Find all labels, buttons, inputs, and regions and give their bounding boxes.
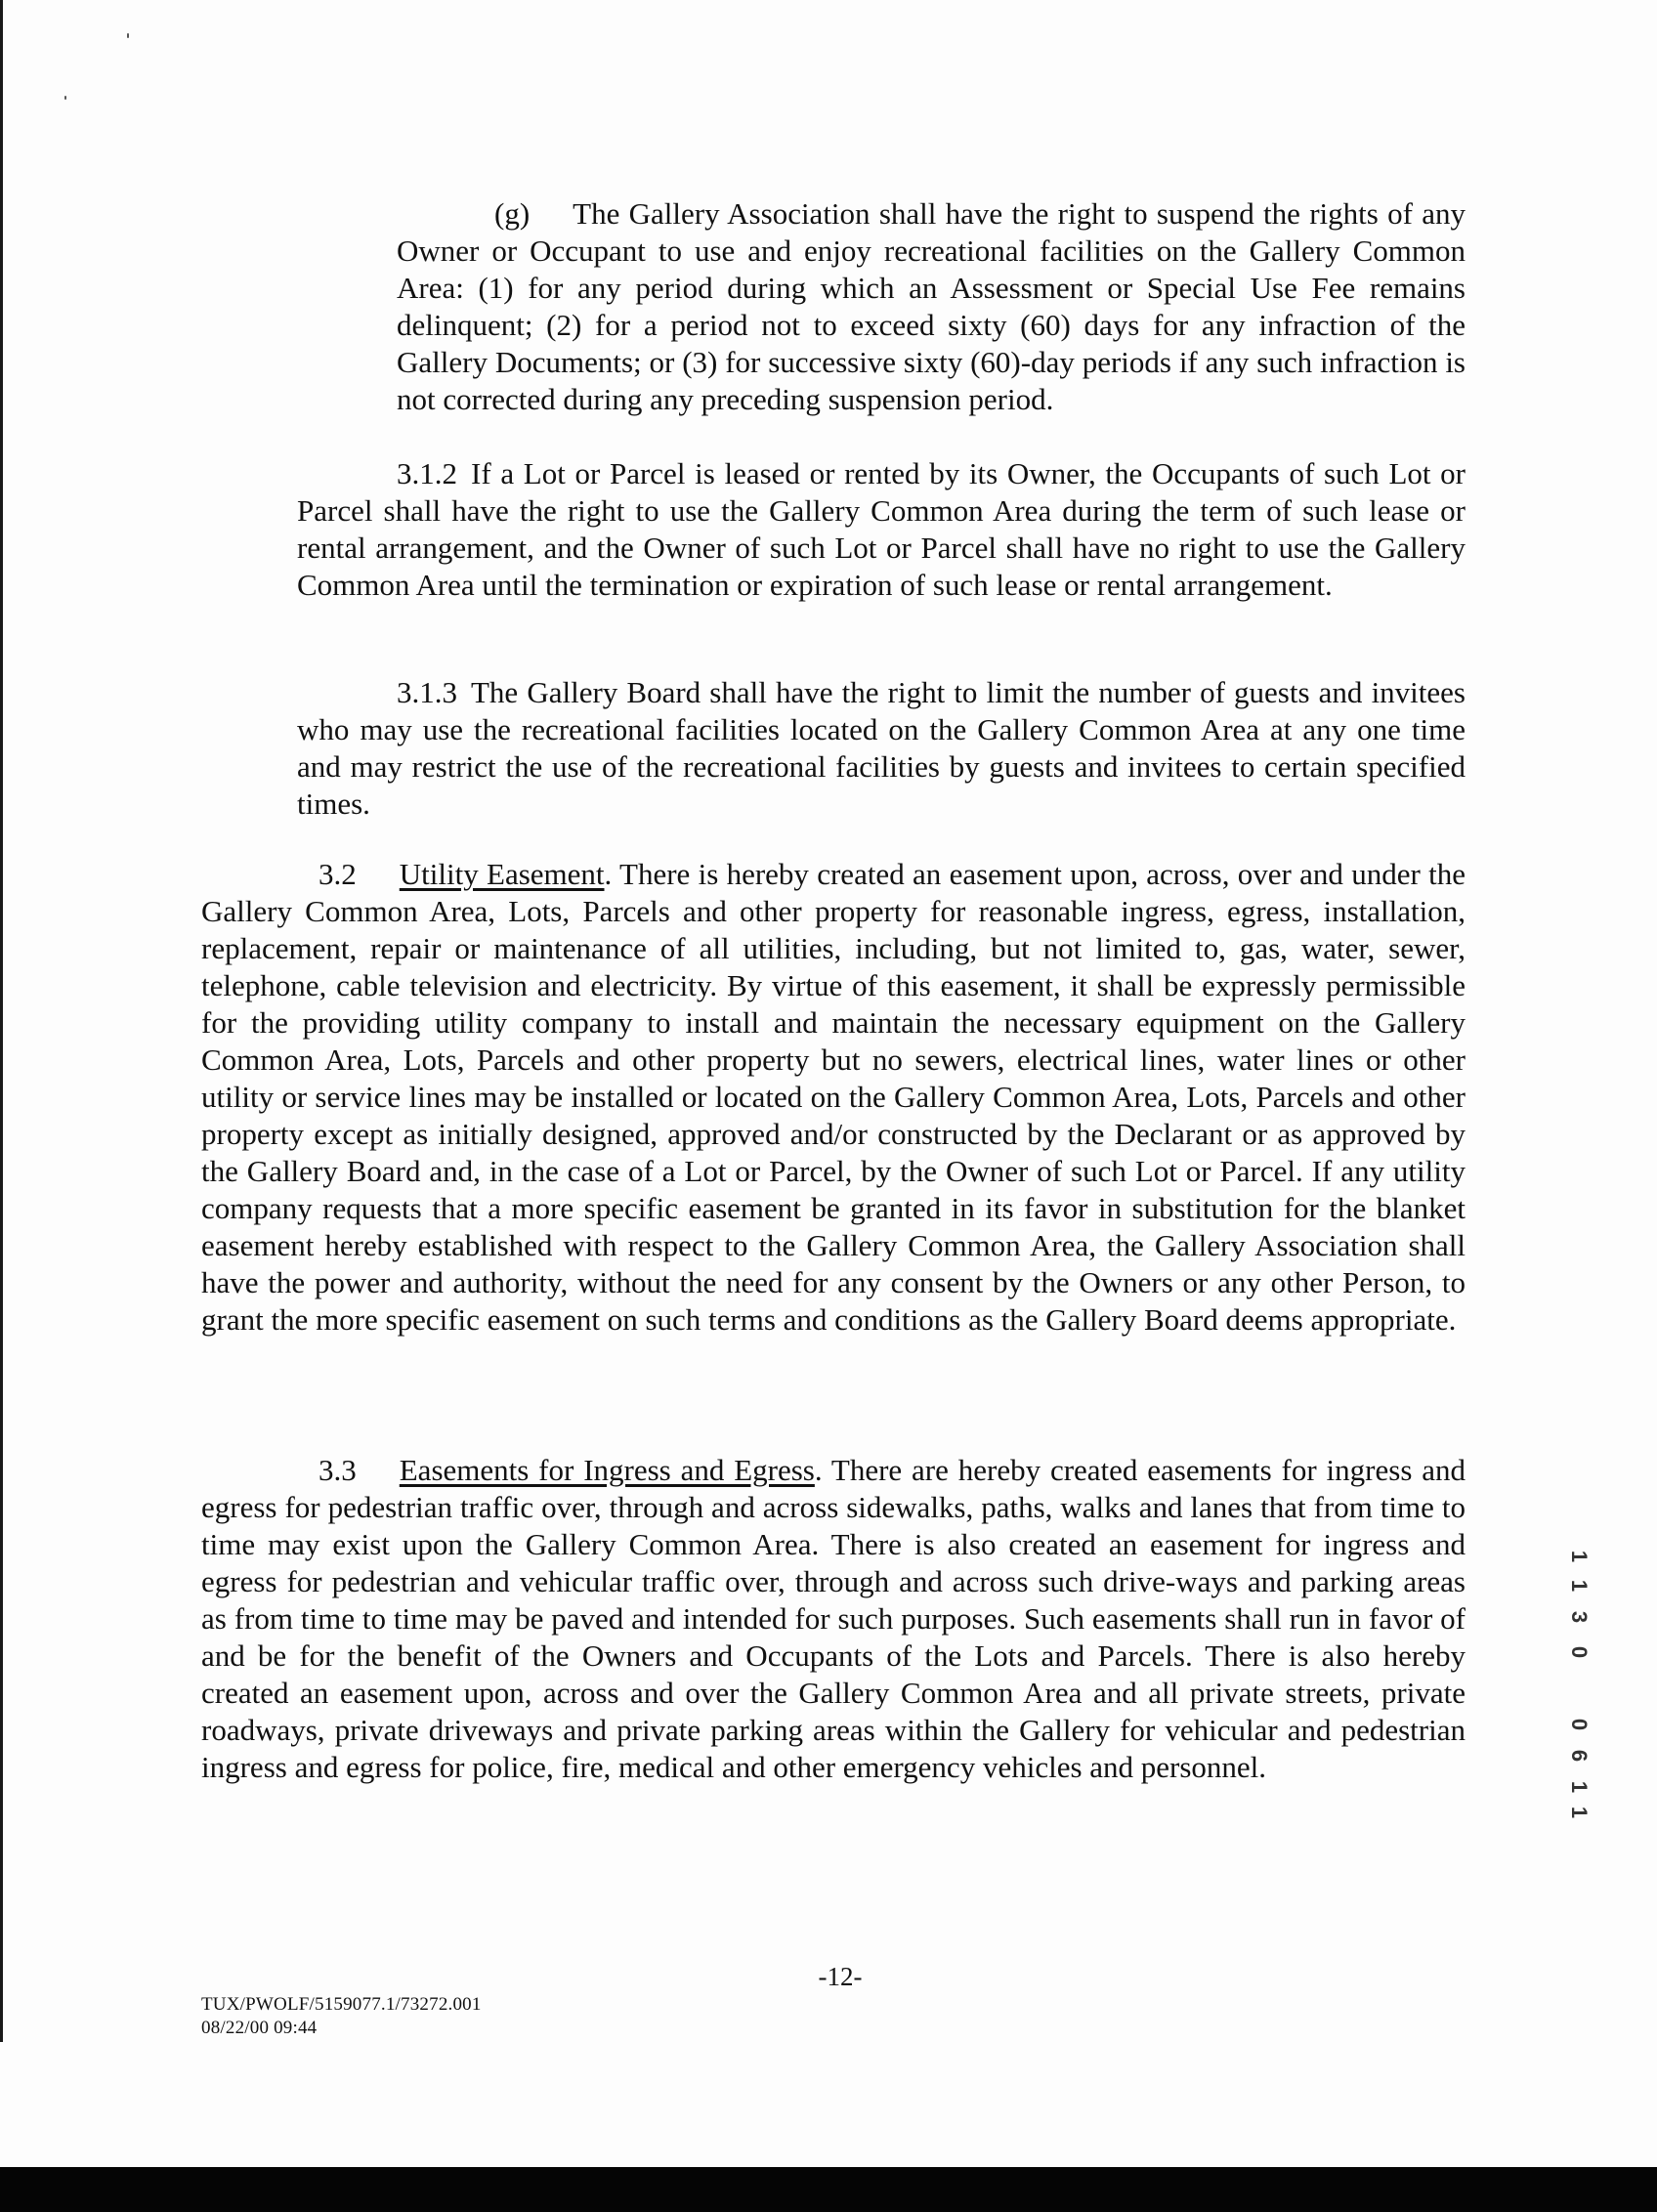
- paragraph-g-label: (g): [494, 196, 531, 231]
- section-3-3: [201, 1452, 1466, 1786]
- footer-doc-id: TUX/PWOLF/5159077.1/73272.001: [201, 1994, 482, 2015]
- section-3-1-2-label: 3.1.2: [397, 456, 457, 490]
- section-3-1-3-text: The Gallery Board shall have the right to limit the number of guests and invitees who may use the recreational facilities located on the Gallery Common Area at any one time and may restrict the use of the recreational facilities by guests and invitees to certain specified times.: [297, 675, 1466, 821]
- stamp-char: 1: [1567, 1780, 1592, 1794]
- margin-bates-stamp: [1559, 1544, 1598, 1817]
- section-3-3-text: . There are hereby created easements for ingress and egress for pedestrian traffic over, through and across sidewalks, paths, walks and lanes that from time to time may exist upon the Gallery Common Area. There is also created an easement for ingress and egress for pedestrian and vehicular traffic over, through and across such drive-ways and parking areas as from time to time may be paved and intended for such purposes. Such easements shall run in favor of and be for the benefit of the Owners and Occupants of the Lots and Parcels. There is also hereby created an easement upon, across and over the Gallery Common Area and all private streets, private roadways, private driveways and private parking areas within the Gallery for vehicular and pedestrian ingress and egress for police, fire, medical and other emergency vehicles and personnel.: [201, 1453, 1466, 1784]
- scan-left-edge: [0, 0, 3, 2042]
- section-3-3-heading: Easements for Ingress and Egress: [399, 1453, 815, 1487]
- scan-speck: [64, 96, 66, 100]
- footer-document-id: [201, 1993, 482, 2040]
- section-3-3-label: 3.3: [319, 1453, 357, 1487]
- section-3-2-label: 3.2: [319, 857, 357, 891]
- stamp-char: 1: [1567, 1550, 1592, 1563]
- section-3-2-text: . There is hereby created an easement upon, across, over and under the Gallery Common Area, Lots, Parcels and other property for reasonable ingress, egress, installation, replacement, repair or maintenance of all utilities, including, but not limited to, gas, water, sewer, telephone, cable television and electricity. By virtue of this easement, it shall be expressly permissible for the providing utility company to install and maintain the necessary equipment on the Gallery Common Area, Lots, Parcels and other property but no sewers, electrical lines, water lines or other utility or service lines may be installed or located on the Gallery Common Area, Lots, Parcels and other property except as initially designed, approved and/or constructed by the Declarant or as approved by the Gallery Board and, in the case of a Lot or Parcel, by the Owner of such Lot or Parcel. If any utility company requests that a more specific easement be granted in its favor in substitution for the blanket easement hereby established with respect to the Gallery Common Area, the Gallery Association shall have the power and authority, without the need for any consent by the Owners or any other Person, to grant the more specific easement on such terms and conditions as the Gallery Board deems appropriate.: [201, 857, 1466, 1337]
- stamp-char: 1: [1567, 1806, 1592, 1819]
- scan-bottom-band: [0, 2167, 1657, 2212]
- footer-timestamp: 08/22/00 09:44: [201, 2018, 318, 2038]
- page-number: -12-: [818, 1962, 863, 1991]
- paragraph-g-text: The Gallery Association shall have the right to suspend the rights of any Owner or Occupant to use and enjoy recreational facilities on the Gallery Common Area: (1) for any period during which an Assessment or Special Use Fee remains delinquent; (2) for a period not to exceed sixty (60) days for any infraction of the Gallery Documents; or (3) for successive sixty (60)-day periods if any such infraction is not corrected during any preceding suspension period.: [397, 196, 1466, 416]
- stamp-char: 1: [1567, 1579, 1592, 1593]
- section-3-1-2-text: If a Lot or Parcel is leased or rented by its Owner, the Occupants of such Lot or Parcel shall have the right to use the Gallery Common Area during the term of such lease or rental arrangement, and the Owner of such Lot or Parcel shall have no right to use the Gallery Common Area until the termination or expiration of such lease or rental arrangement.: [297, 456, 1466, 602]
- section-3-2-heading: Utility Easement: [399, 857, 605, 891]
- stamp-char: 0: [1567, 1718, 1592, 1731]
- stamp-char: 0: [1567, 1645, 1592, 1659]
- stamp-char: 3: [1567, 1610, 1592, 1624]
- section-3-1-2: [297, 455, 1466, 604]
- stamp-char: 6: [1567, 1749, 1592, 1763]
- section-3-2: [201, 856, 1466, 1339]
- paragraph-g: [397, 195, 1466, 418]
- section-3-1-3: [297, 674, 1466, 823]
- section-3-1-3-label: 3.1.3: [397, 675, 457, 709]
- scan-speck: [127, 33, 129, 38]
